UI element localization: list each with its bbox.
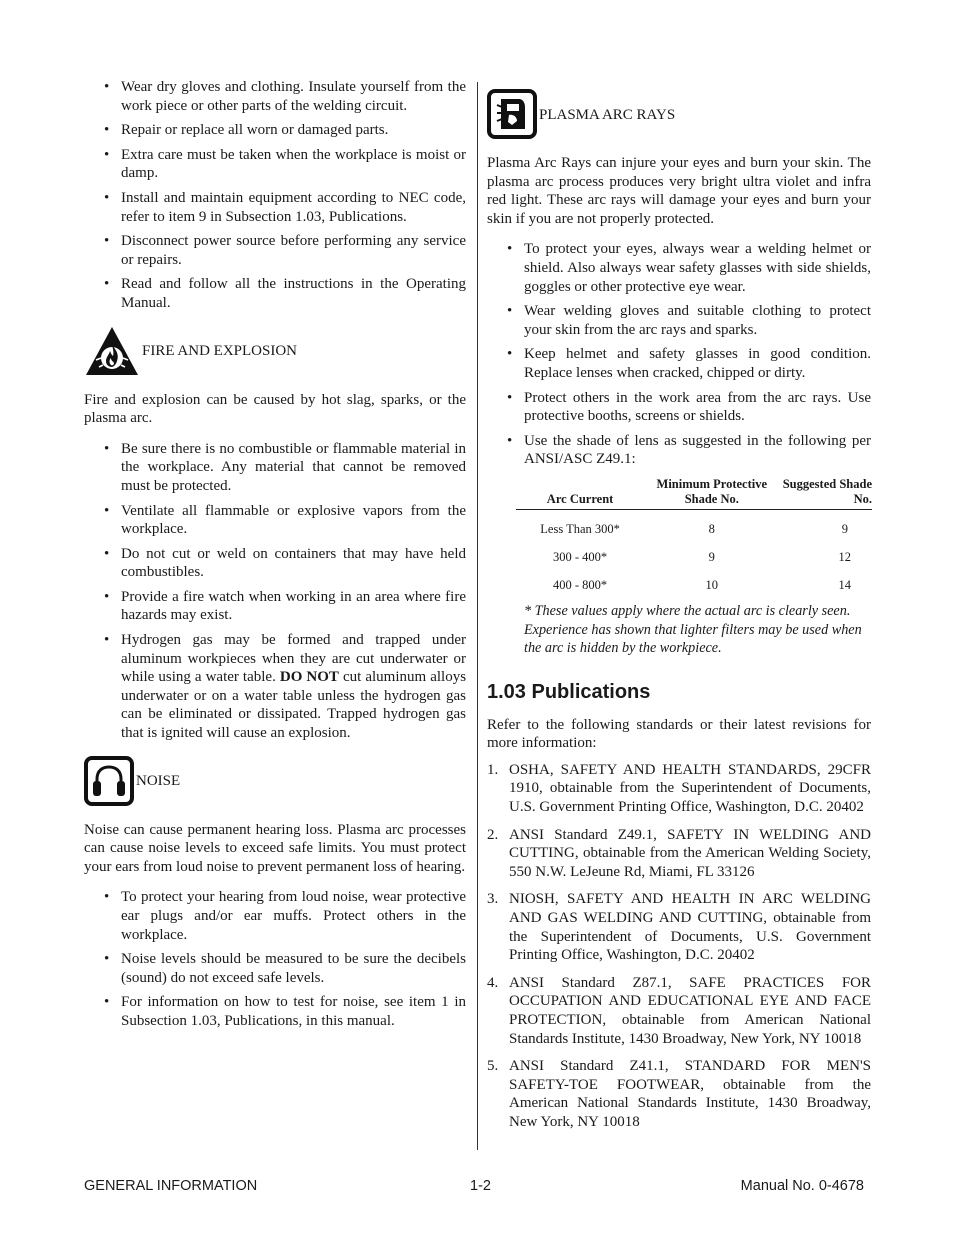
table-cell: 12	[838, 549, 851, 564]
footer-manual-number: Manual No. 0-4678	[740, 1178, 864, 1194]
footer-section-title: GENERAL INFORMATION	[84, 1178, 258, 1194]
column-header-suggested-shade: Suggested Shade No.	[779, 477, 872, 510]
table-cell: Less Than 300*	[540, 521, 620, 536]
fire-explosion-header	[84, 325, 466, 377]
electric-shock-bullet-list	[84, 78, 466, 313]
noise-header	[84, 755, 466, 807]
left-column	[84, 78, 466, 1037]
list-item: 2. ANSI Standard Z49.1, SAFETY IN WELDING AND CUTTING, obtainable from the American Welding Society, 550 N.W. LeJeune Rd, Miami, FL 33126	[487, 826, 871, 880]
plasma-bullet-list	[487, 240, 871, 469]
table-cell: 400 - 800*	[552, 577, 608, 592]
plasma-arc-rays-header	[487, 88, 871, 140]
plasma-arc-rays-label: PLASMA ARC RAYS	[539, 106, 676, 123]
list-item: • Protect others in the work area from the arc rays. Use protective booths, screens or shields.	[524, 389, 871, 426]
noise-intro: Noise can cause permanent hearing loss. Plasma arc processes can cause noise levels to exceed safe limits. You must protect your ears from loud noise to prevent permanent loss of hearing.	[84, 821, 466, 875]
list-item: • Wear dry gloves and clothing. Insulate yourself from the work piece or other parts of the welding circuit.	[121, 78, 466, 115]
list-item: • Noise levels should be measured to be sure the decibels (sound) do not exceed safe levels.	[121, 950, 466, 987]
publications-intro: Refer to the following standards or their latest revisions for more information:	[487, 716, 871, 752]
list-item: 3. NIOSH, SAFETY AND HEALTH IN ARC WELDING AND GAS WELDING AND CUTTING, obtainable from the Superintendent of Documents, U.S. Government Printing Office, Washington, D.C. 20402	[487, 891, 871, 964]
table-row	[516, 566, 872, 594]
list-item: • Wear welding gloves and suitable clothing to protect your skin from the arc rays and sparks.	[524, 302, 871, 339]
list-item: • Provide a fire watch when working in an area where fire hazards may exist.	[121, 588, 466, 625]
shade-table	[516, 477, 872, 594]
table-row	[516, 509, 872, 538]
fire-intro: Fire and explosion can be caused by hot slag, sparks, or the plasma arc.	[84, 391, 466, 427]
fire-bullet-list	[84, 440, 466, 743]
table-row	[516, 538, 872, 566]
list-item: • For information on how to test for noise, see item 1 in Subsection 1.03, Publications, in this manual.	[121, 993, 466, 1030]
noise-label: NOISE	[136, 773, 181, 790]
list-item: • Read and follow all the instructions in the Operating Manual.	[121, 275, 466, 312]
plasma-intro: Plasma Arc Rays can injure your eyes and burn your skin. The plasma arc process produces very bright ultra violet and infra red light. These arc rays will damage your eyes and burn your skin if you are not properly protected.	[487, 155, 871, 227]
ear-protection-icon	[84, 756, 134, 806]
list-item: • Extra care must be taken when the workplace is moist or damp.	[121, 146, 466, 183]
list-item: • To protect your hearing from loud noise, wear protective ear plugs and/or ear muffs. Protect others in the workplace.	[121, 888, 466, 944]
table-cell: 300 - 400*	[552, 549, 608, 564]
list-item: 5. ANSI Standard Z41.1, STANDARD FOR MEN'S SAFETY-TOE FOOTWEAR, obtainable from the American National Standards Institute, 1430 Broadway, New York, NY 10018	[487, 1058, 871, 1130]
noise-bullet-list	[84, 888, 466, 1030]
list-item: 4. ANSI Standard Z87.1, SAFE PRACTICES FOR OCCUPATION AND EDUCATIONAL EYE AND FACE PROTECTION, obtainable from American National Standards Institute, 1430 Broadway, New York, NY 10018	[487, 974, 871, 1047]
right-column	[487, 78, 871, 1141]
table-cell: 8	[708, 521, 715, 536]
fire-explosion-label: FIRE AND EXPLOSION	[142, 343, 298, 360]
list-item: • Install and maintain equipment according to NEC code, refer to item 9 in Subsection 1.03, Publications.	[121, 189, 466, 226]
list-item: 1. OSHA, SAFETY AND HEALTH STANDARDS, 29CFR 1910, obtainable from the Superintendent of Documents, U.S. Government Printing Office, Washington, D.C. 20402	[487, 761, 871, 816]
table-cell: 9	[841, 521, 848, 536]
footer-page-number: 1-2	[470, 1178, 491, 1194]
table-cell: 14	[838, 577, 851, 592]
do-not-emphasis: DO NOT	[279, 669, 339, 686]
list-item: • Use the shade of lens as suggested in the following per ANSI/ASC Z49.1:	[524, 432, 871, 469]
publications-list	[487, 761, 871, 1132]
list-item: • Be sure there is no combustible or flammable material in the workplace. Any material that cannot be removed must be protected.	[121, 440, 466, 496]
welding-helmet-icon	[487, 89, 537, 139]
list-item: • Ventilate all flammable or explosive vapors from the workplace.	[121, 502, 466, 539]
table-cell: 9	[708, 549, 715, 564]
list-item: • Repair or replace all worn or damaged parts.	[121, 121, 466, 140]
list-item: • Do not cut or weld on containers that may have held combustibles.	[121, 545, 466, 582]
list-item: • To protect your eyes, always wear a welding helmet or shield. Also always wear safety glasses with side shields, goggles or other protective eye wear.	[524, 240, 871, 296]
table-header-row	[516, 477, 872, 510]
column-header-arc-current: Arc Current	[516, 477, 644, 510]
hydrogen-warning-item: • Hydrogen gas may be formed and trapped under aluminum workpieces when they are cut underwater or while using a water table. DO NOT cut aluminum alloys underwater or on a water table unless the hydrogen gas can be eliminated or dissipated. Trapped hydrogen gas that is ignited will cause an explosion.	[121, 631, 466, 743]
fire-warning-icon	[84, 325, 140, 377]
column-divider	[477, 82, 478, 1150]
shade-table-note: * These values apply where the actual arc is clearly seen. Experience has shown that lighter filters may be used when the arc is hidden by the workpiece.	[524, 602, 862, 657]
publications-heading: 1.03 Publications	[487, 680, 651, 703]
list-item: • Keep helmet and safety glasses in good condition. Replace lenses when cracked, chipped or dirty.	[524, 345, 871, 382]
column-header-minimum-shade: Minimum Protective Shade No.	[644, 477, 779, 510]
table-cell: 10	[705, 577, 719, 592]
list-item: • Disconnect power source before performing any service or repairs.	[121, 232, 466, 269]
